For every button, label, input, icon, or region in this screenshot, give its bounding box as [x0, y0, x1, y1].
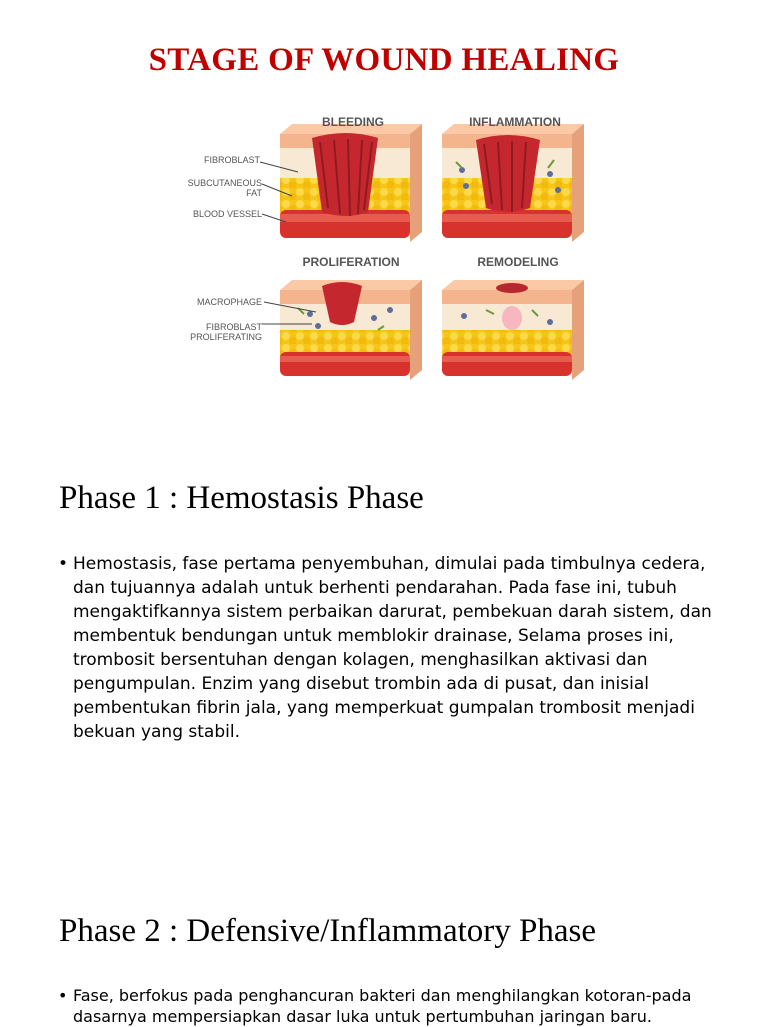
label-proliferating: PROLIFERATING: [190, 332, 262, 342]
bleeding-panel: [280, 124, 422, 242]
phase2-bullet: [58, 985, 718, 1027]
bullet-marker: •: [58, 554, 69, 574]
label-fibroblast: FIBROBLAST: [203, 155, 260, 165]
phase1-bullet: [58, 552, 718, 744]
phase2-heading: Phase 2 : Defensive/Inflammatory Phase: [59, 913, 597, 949]
page-title: STAGE OF WOUND HEALING: [148, 42, 620, 78]
panel-label-bleeding: BLEEDING: [321, 115, 385, 129]
label-blood-vessel: BLOOD VESSEL: [192, 209, 262, 219]
wound-healing-illustration: [170, 104, 600, 386]
wound-healing-figure: [170, 104, 600, 386]
remodeling-panel: [442, 280, 584, 380]
inflammation-panel: [442, 124, 584, 242]
label-subcutaneous: SUBCUTANEOUS: [187, 178, 262, 188]
phase1-heading: Phase 1 : Hemostasis Phase: [59, 480, 424, 516]
label-fibroblast-2: FIBROBLAST: [205, 322, 262, 332]
proliferation-panel: [280, 280, 422, 380]
bullet-marker: •: [58, 986, 68, 1005]
phase1-text: Hemostasis, fase pertama penyembuhan, dimulai pada timbulnya cedera, dan tujuannya adalah untuk berhenti pendarahan. Pada fase ini, tubuh mengaktifkannya sistem perbaikan darurat, pembekuan darah sistem, dan membentuk bendungan untuk memblokir drainase, Selama proses ini, trombosit bersentuhan dengan kolagen, menghasilkan aktivasi dan pengumpulan. Enzim yang disebut trombin ada di pusat, dan inisial pembentukan fibrin jala, yang memperkuat gumpalan trombosit menjadi bekuan yang stabil.: [73, 554, 712, 742]
panel-label-proliferation: PROLIFERATION: [302, 255, 400, 269]
panel-label-inflammation: INFLAMMATION: [469, 115, 561, 129]
phase2-text: Fase, berfokus pada penghancuran bakteri dan menghilangkan kotoran-pada dasarnya mempersiapkan dasar luka untuk pertumbuhan jaringan baru.: [73, 986, 692, 1026]
label-macrophage: MACROPHAGE: [196, 297, 262, 307]
panel-label-remodeling: REMODELING: [477, 255, 559, 269]
label-fat: FAT: [246, 188, 262, 198]
